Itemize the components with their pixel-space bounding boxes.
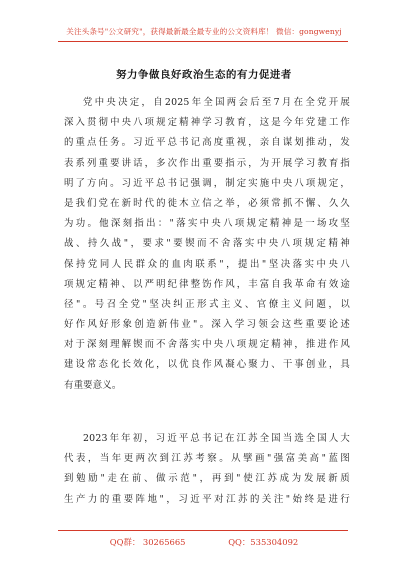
text-line: 好作风好形象创造新伟业"。深入学习领会这些重要论述 bbox=[64, 319, 350, 331]
footer-qq-group: QQ群： 30265665 bbox=[109, 537, 186, 547]
footer-contact bbox=[0, 536, 408, 548]
text-line: 表系列重要讲话，多次作出重要指示，为开展学习教育指 bbox=[64, 157, 350, 169]
text-line: 建设常态化长效化，以优良作风凝心聚力、干事创业，具 bbox=[64, 359, 350, 371]
text-line: 党中央决定，自2025年全国两会后至7月在全党开展 bbox=[83, 97, 350, 108]
paragraph-2 bbox=[64, 429, 350, 510]
footer-divider bbox=[58, 530, 348, 531]
text-line: 保持党同人民群众的血肉联系"，提出"坚决落实中央八 bbox=[64, 258, 350, 270]
text-line: 项规定精神、以严明纪律整饬作风，丰富自我革命有效途 bbox=[64, 278, 350, 290]
text-line: 到勉励"走在前、做示范"，再到"使江苏成为发展新质 bbox=[64, 473, 350, 485]
text-line: 的重点任务。习近平总书记高度重视，亲自谋划推动，发 bbox=[64, 137, 350, 149]
text-line: 战、持久战"，要求"要锲而不舍落实中央八项规定精神 bbox=[64, 238, 350, 250]
text-line: 为功。他深刻指出："落实中央八项规定精神是一场攻坚 bbox=[64, 218, 350, 230]
text-line: 对于深刻理解锲而不舍落实中央八项规定精神，推进作风 bbox=[64, 339, 350, 351]
header-divider bbox=[58, 41, 348, 42]
text-line: 明了方向。习近平总书记强调，制定实施中央八项规定， bbox=[64, 177, 350, 189]
text-line: 代表，当年更两次到江苏考察。从擘画"强富美高"蓝图 bbox=[64, 453, 350, 465]
text-line: 2023年年初，习近平总书记在江苏全国当选全国人大 bbox=[83, 433, 350, 444]
header-banner: 关注头条号"公文研究"，获得最新最全最专业的公文资料库！ 微信：gongwenyj bbox=[66, 27, 342, 36]
document-title: 努力争做良好政治生态的有力促进者 bbox=[116, 69, 292, 81]
text-line: 有重要意义。 bbox=[64, 379, 122, 391]
footer-qq-number: QQ：535304092 bbox=[228, 537, 299, 547]
text-line: 是我们党在新时代的徙木立信之举，必须常抓不懈、久久 bbox=[64, 197, 350, 209]
text-line: 生产力的重要阵地"，习近平对江苏的关注"始终是进行 bbox=[64, 493, 350, 505]
text-line: 深入贯彻中央八项规定精神学习教育，这是今年党建工作 bbox=[64, 117, 350, 129]
paragraph-1 bbox=[64, 93, 350, 396]
text-line: 径"。号召全党"坚决纠正形式主义、官僚主义问题，以 bbox=[64, 298, 350, 310]
